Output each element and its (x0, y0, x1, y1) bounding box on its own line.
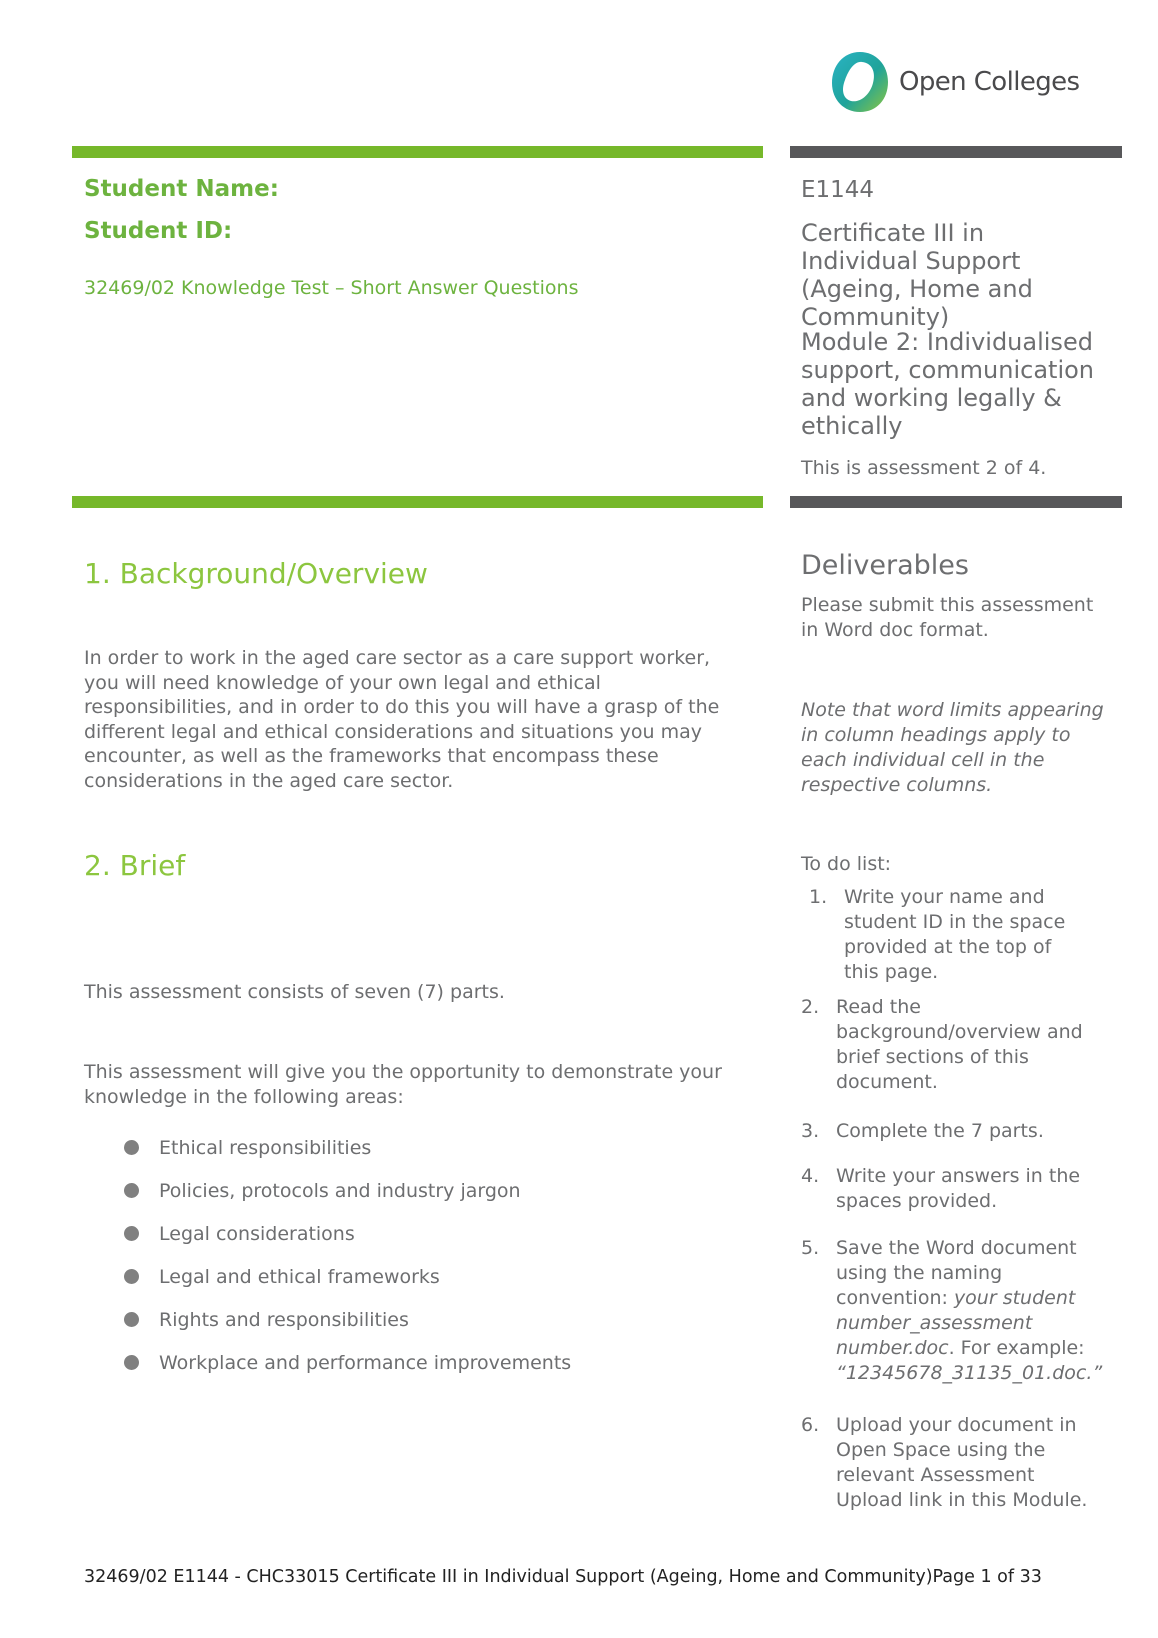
todo-item-text: Complete the 7 parts. (836, 1120, 1044, 1142)
header-top-green-bar (72, 146, 763, 158)
knowledge-areas-list (84, 1126, 744, 1384)
todo-item-number: 5. (801, 1237, 820, 1259)
list-item (84, 1298, 744, 1341)
bullet-icon (124, 1355, 139, 1370)
todo-item-text: Read the background/overview and brief sections of this document. (836, 996, 1083, 1093)
page-number: Page 1 of 33 (932, 1567, 1042, 1587)
todo-item-text-part: . For example: (948, 1337, 1085, 1359)
header-bottom-grey-bar (790, 496, 1122, 508)
bullet-icon (124, 1226, 139, 1241)
open-colleges-logo (829, 47, 1089, 117)
assessment-count: This is assessment 2 of 4. (801, 457, 1047, 479)
deliverables-submit-text: Please submit this assessment in Word doc format. (801, 594, 1094, 641)
todo-item-text (836, 1236, 1101, 1386)
todo-item (801, 1413, 1101, 1513)
todo-item (801, 1236, 1121, 1386)
brief-heading: 2. Brief (84, 849, 186, 882)
course-code: E1144 (801, 177, 875, 203)
list-item-label: Legal considerations (159, 1222, 355, 1245)
module-title: Module 2: Individualised support, communication and working legally & ethically (801, 328, 1095, 440)
list-item-label: Policies, protocols and industry jargon (159, 1179, 521, 1202)
header-bottom-green-bar (72, 496, 763, 508)
bullet-icon (124, 1312, 139, 1327)
list-item (84, 1255, 744, 1298)
todo-item-number: 1. (809, 886, 828, 908)
footer-text: 32469/02 E1144 - CHC33015 Certificate III in Individual Support (Ageing, Home and Community) (84, 1567, 933, 1587)
todo-item-number: 2. (801, 996, 820, 1018)
list-item-label: Rights and responsibilities (159, 1308, 409, 1331)
todo-item (809, 885, 1079, 985)
page-footer (84, 1567, 1042, 1587)
todo-item-number: 4. (801, 1165, 820, 1187)
todo-list (801, 885, 1121, 1525)
todo-item-text: Write your answers in the spaces provided. (836, 1165, 1081, 1212)
list-item-label: Workplace and performance improvements (159, 1351, 572, 1374)
header-top-grey-bar (790, 146, 1122, 158)
list-item (84, 1169, 744, 1212)
todo-item (801, 995, 1101, 1095)
bullet-icon (124, 1269, 139, 1284)
list-item-label: Legal and ethical frameworks (159, 1265, 440, 1288)
course-title: Certificate III in Individual Support (Ageing, Home and Community) (801, 219, 1033, 331)
list-item (84, 1212, 744, 1255)
example-filename-text: “12345678_31135_01.doc.” (836, 1362, 1103, 1384)
background-heading: 1. Background/Overview (84, 557, 428, 590)
background-text: In order to work in the aged care sector as a care support worker, you will need knowledge of your own legal and ethical responsibilities, and in order to do this you will have a grasp of the different legal and ethical considerations and situations you may encounter, as well as the frameworks that encompass these considerations in the aged care sector. (84, 647, 720, 792)
todo-item-text-part: Save the Word document using the naming convention: (836, 1237, 1077, 1309)
todo-item (801, 1119, 1101, 1144)
bullet-icon (124, 1140, 139, 1155)
brief-parts-text: This assessment consists of seven (7) parts. (84, 981, 505, 1003)
word-limit-note: Note that word limits appearing in column headings apply to each individual cell in the respective columns. (801, 699, 1104, 796)
list-item (84, 1341, 744, 1384)
assessment-title: 32469/02 Knowledge Test – Short Answer Questions (84, 277, 579, 299)
brief-intro-text: This assessment will give you the opportunity to demonstrate your knowledge in the following areas: (84, 1061, 722, 1108)
bullet-icon (124, 1183, 139, 1198)
deliverables-heading: Deliverables (801, 550, 969, 581)
logo-text: Open Colleges (899, 67, 1080, 97)
todo-item-text: Write your name and student ID in the space provided at the top of this page. (844, 886, 1066, 983)
todo-label: To do list: (801, 853, 892, 875)
student-name-label: Student Name: (84, 176, 279, 202)
list-item (84, 1126, 744, 1169)
open-colleges-logo-icon (829, 50, 891, 114)
naming-convention-text: your student number_assessment number.doc (836, 1287, 1076, 1359)
todo-item-number: 3. (801, 1120, 820, 1142)
todo-item-text: Upload your document in Open Space using the relevant Assessment Upload link in this Module. (836, 1414, 1088, 1511)
list-item-label: Ethical responsibilities (159, 1136, 372, 1159)
todo-item-number: 6. (801, 1414, 820, 1436)
student-id-label: Student ID: (84, 218, 233, 244)
todo-item (801, 1164, 1101, 1214)
